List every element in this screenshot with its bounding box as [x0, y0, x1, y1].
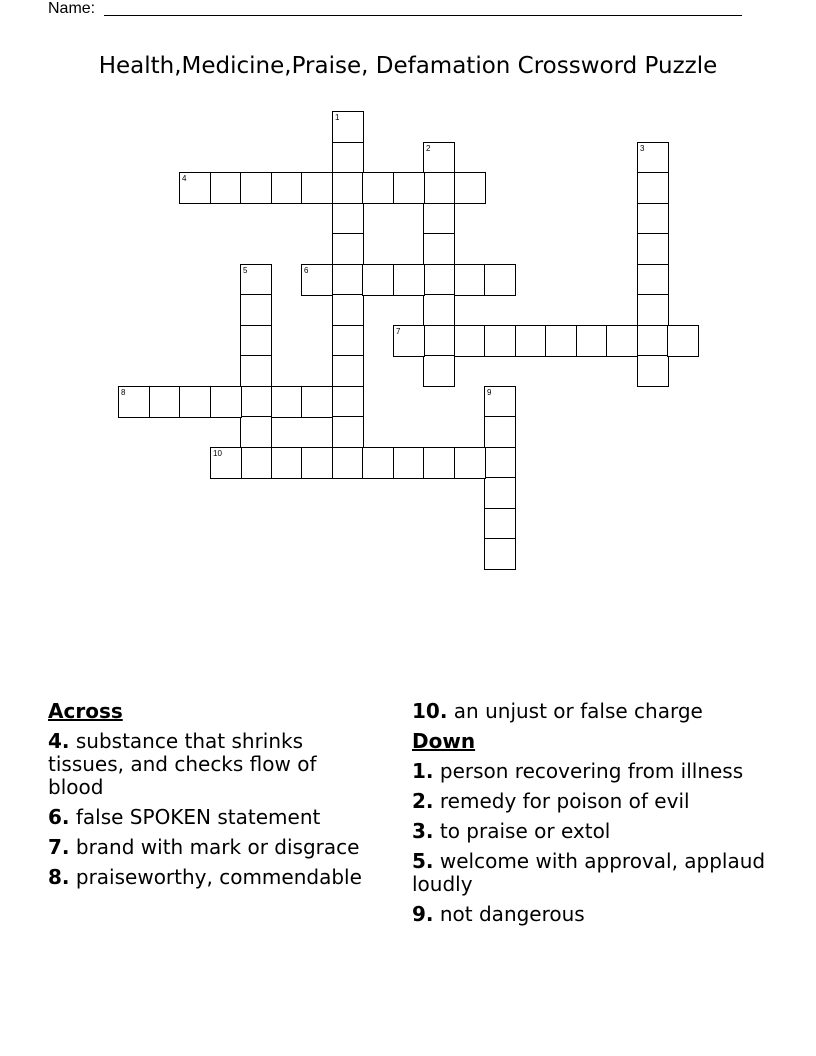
grid-cell[interactable]	[240, 325, 272, 357]
grid-cell[interactable]	[362, 172, 394, 204]
grid-cell[interactable]	[301, 447, 333, 479]
grid-cell[interactable]	[484, 508, 516, 540]
clue-text: substance that shrinks tissues, and checks flow of blood	[48, 729, 317, 799]
clue-down-3	[412, 820, 772, 843]
grid-cell[interactable]	[423, 233, 455, 265]
cell-number: 10	[213, 449, 222, 458]
grid-cell[interactable]	[240, 355, 272, 387]
grid-cell[interactable]	[271, 447, 303, 479]
cell-number: 4	[182, 174, 187, 183]
clue-text: remedy for poison of evil	[439, 789, 690, 813]
grid-cell[interactable]	[210, 447, 242, 479]
cell-number: 2	[426, 144, 431, 153]
grid-cell[interactable]	[332, 355, 364, 387]
grid-cell[interactable]	[423, 447, 455, 479]
clue-down-9	[412, 903, 772, 926]
clue-text: welcome with approval, applaud loudly	[412, 849, 766, 896]
grid-cell[interactable]	[393, 325, 425, 357]
clue-text: not dangerous	[439, 902, 585, 926]
clue-text: an unjust or false charge	[453, 699, 703, 723]
name-label: Name:	[48, 0, 96, 17]
grid-cell[interactable]	[637, 203, 669, 235]
page-title: Health,Medicine,Praise, Defamation Crossword Puzzle	[98, 53, 718, 79]
grid-cell[interactable]	[301, 386, 333, 418]
grid-cell[interactable]	[393, 447, 425, 479]
grid-cell[interactable]	[332, 203, 364, 235]
grid-cell[interactable]	[423, 172, 455, 204]
grid-cell[interactable]	[362, 447, 394, 479]
grid-cell[interactable]	[332, 447, 364, 479]
grid-cell[interactable]	[484, 325, 516, 357]
grid-cell[interactable]	[240, 386, 272, 418]
clue-down-2	[412, 790, 772, 813]
clue-number: 4.	[48, 729, 70, 753]
clue-number: 1.	[412, 759, 434, 783]
grid-cell[interactable]	[545, 325, 577, 357]
cell-number: 8	[121, 388, 126, 397]
grid-cell[interactable]	[210, 386, 242, 418]
clue-column-left	[48, 700, 378, 896]
grid-cell[interactable]	[149, 386, 181, 418]
clue-text: person recovering from illness	[439, 759, 744, 783]
grid-cell[interactable]	[240, 264, 272, 296]
grid-cell[interactable]	[454, 172, 486, 204]
grid-cell[interactable]	[332, 111, 364, 143]
clue-across-8	[48, 866, 378, 889]
clue-across-4	[48, 730, 378, 799]
grid-cell[interactable]	[332, 264, 364, 296]
across-heading: Across	[48, 699, 123, 723]
clue-number: 9.	[412, 902, 434, 926]
grid-cell[interactable]	[179, 386, 211, 418]
cell-number: 1	[335, 113, 340, 122]
grid-cell[interactable]	[423, 264, 455, 296]
clue-text: praiseworthy, commendable	[75, 865, 362, 889]
grid-cell[interactable]	[637, 172, 669, 204]
grid-cell[interactable]	[240, 294, 272, 326]
grid-cell[interactable]	[637, 233, 669, 265]
grid-cell[interactable]	[179, 172, 211, 204]
grid-cell[interactable]	[301, 264, 333, 296]
grid-cell[interactable]	[423, 294, 455, 326]
cell-number: 3	[640, 144, 645, 153]
cell-number: 9	[487, 388, 492, 397]
grid-cell[interactable]	[484, 386, 516, 418]
grid-cell[interactable]	[423, 355, 455, 387]
grid-cell[interactable]	[271, 386, 303, 418]
grid-cell[interactable]	[332, 172, 364, 204]
clue-number: 3.	[412, 819, 434, 843]
grid-cell[interactable]	[332, 416, 364, 448]
clue-text: brand with mark or disgrace	[75, 835, 360, 859]
grid-cell[interactable]	[332, 233, 364, 265]
grid-cell[interactable]	[271, 172, 303, 204]
grid-cell[interactable]	[393, 172, 425, 204]
grid-cell[interactable]	[423, 142, 455, 174]
grid-cell[interactable]	[393, 264, 425, 296]
grid-cell[interactable]	[637, 294, 669, 326]
grid-cell[interactable]	[515, 325, 547, 357]
clue-number: 6.	[48, 805, 70, 829]
clue-text: to praise or extol	[439, 819, 611, 843]
grid-cell[interactable]	[454, 264, 486, 296]
grid-cell[interactable]	[606, 325, 638, 357]
grid-cell[interactable]	[454, 325, 486, 357]
clue-number: 5.	[412, 849, 434, 873]
grid-cell[interactable]	[576, 325, 608, 357]
grid-cell[interactable]	[240, 416, 272, 448]
grid-cell[interactable]	[484, 447, 516, 479]
grid-cell[interactable]	[667, 325, 699, 357]
grid-cell[interactable]	[637, 325, 669, 357]
grid-cell[interactable]	[210, 172, 242, 204]
grid-cell[interactable]	[637, 355, 669, 387]
grid-cell[interactable]	[301, 172, 333, 204]
grid-cell[interactable]	[118, 386, 150, 418]
grid-cell[interactable]	[332, 325, 364, 357]
cell-number: 5	[243, 266, 248, 275]
grid-cell[interactable]	[454, 447, 486, 479]
clue-down-5	[412, 850, 772, 896]
clue-number: 7.	[48, 835, 70, 859]
grid-cell[interactable]	[484, 477, 516, 509]
clue-down-1	[412, 760, 772, 783]
clue-across-7	[48, 836, 378, 859]
clue-number: 8.	[48, 865, 70, 889]
grid-cell[interactable]	[484, 416, 516, 448]
grid-cell[interactable]	[332, 386, 364, 418]
grid-cell[interactable]	[637, 264, 669, 296]
grid-cell[interactable]	[240, 447, 272, 479]
grid-cell[interactable]	[423, 203, 455, 235]
grid-cell[interactable]	[332, 142, 364, 174]
grid-cell[interactable]	[362, 264, 394, 296]
clue-number: 10.	[412, 699, 448, 723]
grid-cell[interactable]	[423, 325, 455, 357]
down-heading: Down	[412, 729, 476, 753]
grid-cell[interactable]	[484, 538, 516, 570]
grid-cell[interactable]	[332, 294, 364, 326]
grid-cell[interactable]	[484, 264, 516, 296]
clue-across-6	[48, 806, 378, 829]
grid-cell[interactable]	[637, 142, 669, 174]
grid-cell[interactable]	[240, 172, 272, 204]
clue-across-10	[412, 700, 772, 723]
cell-number: 7	[396, 327, 401, 336]
clue-text: false SPOKEN statement	[75, 805, 321, 829]
clue-number: 2.	[412, 789, 434, 813]
clue-column-right	[412, 700, 772, 933]
cell-number: 6	[304, 266, 309, 275]
